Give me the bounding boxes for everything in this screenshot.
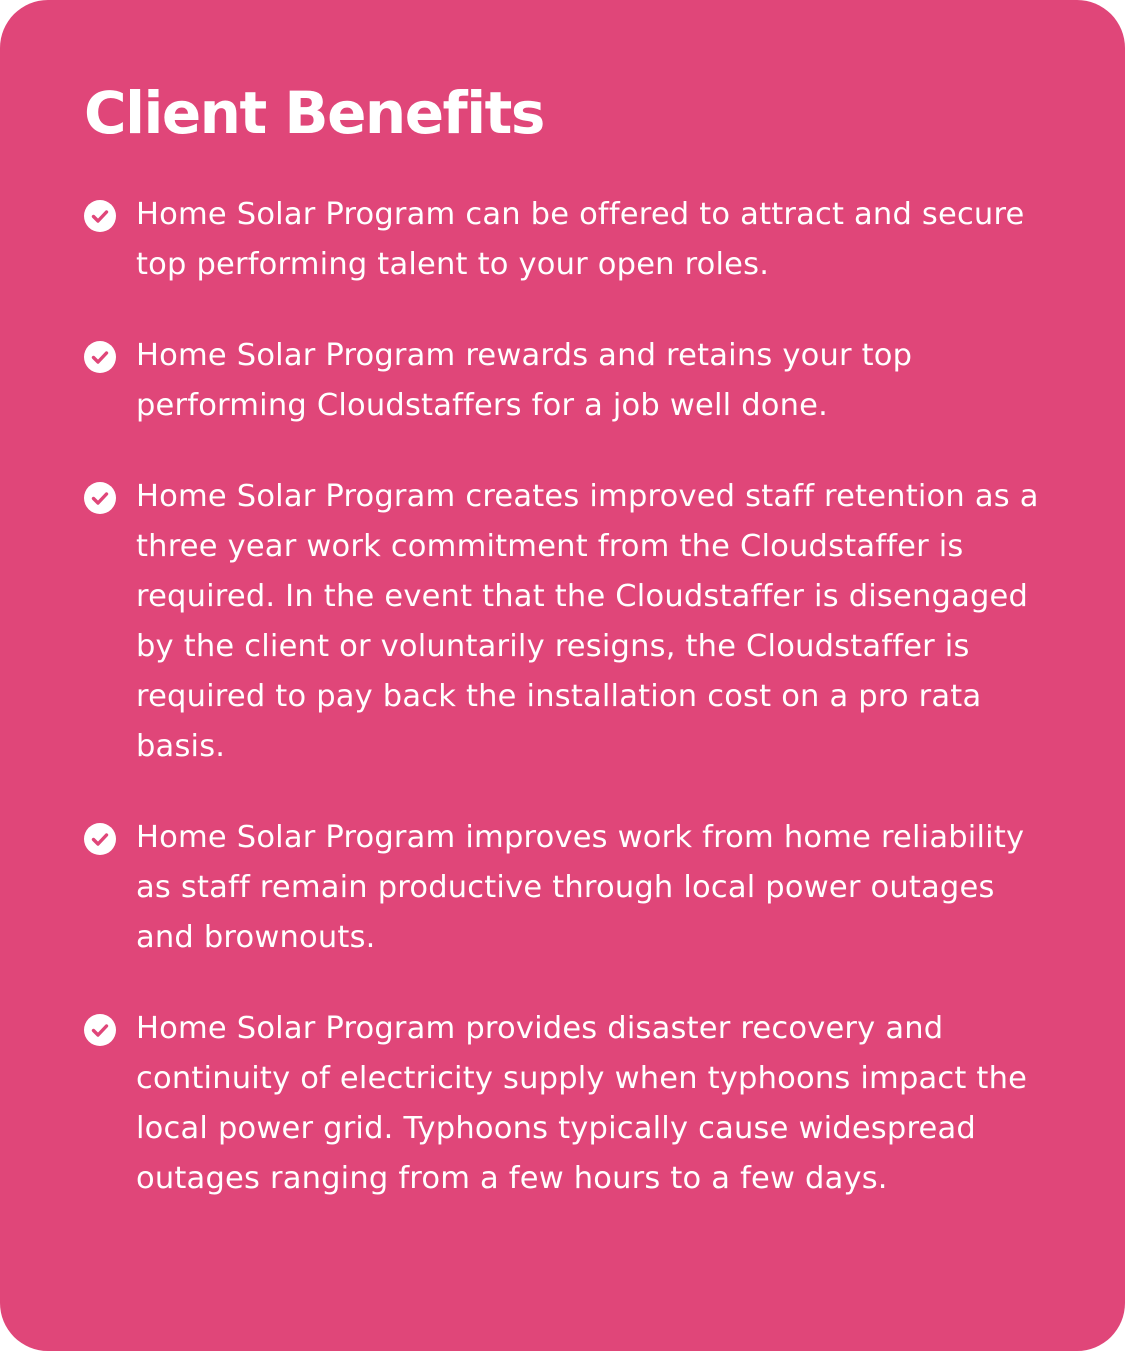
benefit-text: Home Solar Program improves work from home reliability as staff remain productive through local power outages and brownouts.: [136, 820, 1025, 955]
check-circle-icon: [84, 200, 116, 232]
check-circle-icon: [84, 341, 116, 373]
benefit-item: [84, 813, 1044, 963]
benefit-list: [84, 190, 1044, 1245]
benefit-item: [84, 1004, 1044, 1204]
check-circle-icon: [84, 482, 116, 514]
benefit-text: Home Solar Program rewards and retains your top performing Cloudstaffers for a job well done.: [136, 338, 913, 423]
benefit-item: [84, 472, 1044, 772]
benefit-text: Home Solar Program provides disaster recovery and continuity of electricity supply when typhoons impact the local power grid. Typhoons typically cause widespread outages ranging from a few hours to a few days.: [136, 1011, 1028, 1196]
benefit-item: [84, 190, 1044, 290]
benefit-text: Home Solar Program creates improved staff retention as a three year work commitment from the Cloudstaffer is required. In the event that the Cloudstaffer is disengaged by the client or voluntarily resigns, the Cloudstaffer is required to pay back the installation cost on a pro rata basis.: [136, 479, 1039, 764]
card-title: Client Benefits: [84, 79, 544, 147]
benefit-item: [84, 331, 1044, 431]
check-circle-icon: [84, 1014, 116, 1046]
check-circle-icon: [84, 823, 116, 855]
benefit-text: Home Solar Program can be offered to attract and secure top performing talent to your open roles.: [136, 197, 1025, 282]
